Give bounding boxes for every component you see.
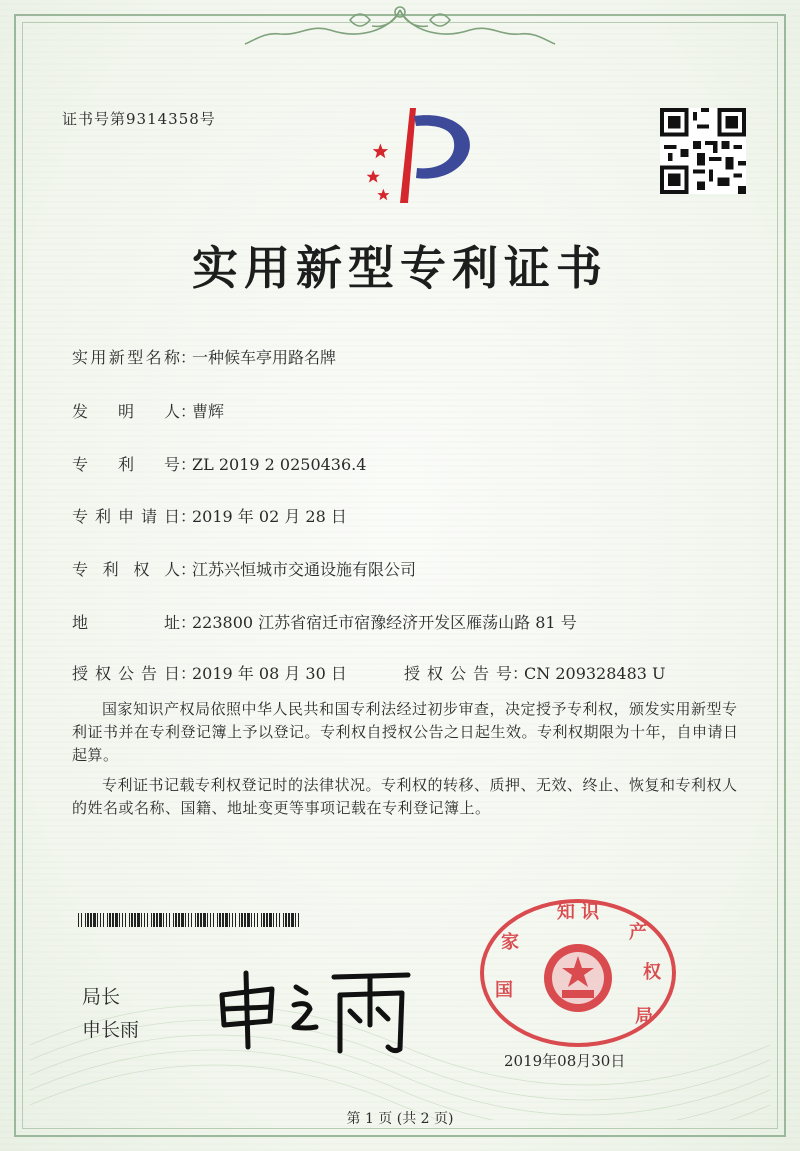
seal-date: 2019年08月30日	[504, 1052, 626, 1070]
field-patentee	[72, 557, 416, 580]
svg-text:家: 家	[501, 932, 519, 953]
svg-text:局: 局	[635, 1006, 653, 1027]
cnipa-logo	[330, 98, 480, 208]
field-label: 授权公告号	[404, 664, 512, 683]
field-label: 地址	[72, 613, 180, 632]
field-separator: ：	[180, 560, 197, 579]
field-value: 223800 江苏省宿迁市宿豫经济开发区雁荡山路 81 号	[192, 613, 577, 632]
top-ornament	[240, 0, 560, 60]
field-value: 一种候车亭用路名牌	[192, 348, 337, 367]
field-filing-date	[72, 504, 347, 527]
official-seal	[478, 898, 678, 1048]
director-title: 局长	[82, 986, 121, 1008]
field-value: CN 209328483 U	[524, 664, 666, 683]
field-label: 专利申请日	[72, 507, 180, 526]
field-separator: ：	[180, 455, 197, 474]
page-footer: 第 1 页 (共 2 页)	[346, 1111, 454, 1127]
field-address	[72, 610, 577, 633]
certificate-number: 证书号第9314358号	[62, 110, 216, 128]
svg-text:知 识: 知 识	[556, 902, 600, 923]
statement-paragraph: 国家知识产权局依照中华人民共和国专利法经过初步审查，决定授予专利权，颁发实用新型专利证书并在专利登记簿上予以登记。专利权自授权公告之日起生效。专利权期限为十年，自申请日起算。	[72, 700, 739, 764]
qr-code	[660, 108, 746, 194]
field-value: 江苏兴恒城市交通设施有限公司	[192, 560, 417, 579]
barcode	[78, 913, 300, 927]
svg-text:权: 权	[643, 962, 661, 983]
field-value: ZL 2019 2 0250436.4	[192, 455, 367, 474]
field-value: 曹辉	[192, 402, 225, 421]
svg-text:产: 产	[629, 922, 647, 943]
certificate-title: 实用新型专利证书	[192, 241, 608, 295]
field-label: 授权公告日	[72, 664, 180, 683]
field-label: 实用新型名称	[72, 348, 180, 367]
field-separator: ：	[180, 507, 197, 526]
field-separator: ：	[512, 664, 529, 683]
field-grant-number	[404, 661, 666, 684]
director-signature	[212, 955, 412, 1055]
field-value: 2019 年 08 月 30 日	[192, 664, 347, 683]
field-separator: ：	[180, 348, 197, 367]
statement-paragraph: 专利证书记载专利权登记时的法律状况。专利权的转移、质押、无效、终止、恢复和专利权人的姓名或名称、国籍、地址变更等事项记载在专利登记簿上。	[72, 776, 738, 817]
field-label: 专利号	[72, 455, 180, 474]
field-label: 专利权人	[72, 560, 180, 579]
field-inventor	[72, 399, 224, 422]
field-grant-date	[72, 661, 347, 684]
field-label: 发明人	[72, 402, 180, 421]
field-utility-model-name	[72, 345, 336, 368]
field-value: 2019 年 02 月 28 日	[192, 507, 347, 526]
field-patent-number	[72, 452, 366, 475]
svg-text:国: 国	[495, 980, 513, 1001]
field-separator: ：	[180, 664, 197, 683]
field-separator: ：	[180, 613, 197, 632]
field-separator: ：	[180, 402, 197, 421]
director-name: 申长雨	[82, 1019, 140, 1041]
